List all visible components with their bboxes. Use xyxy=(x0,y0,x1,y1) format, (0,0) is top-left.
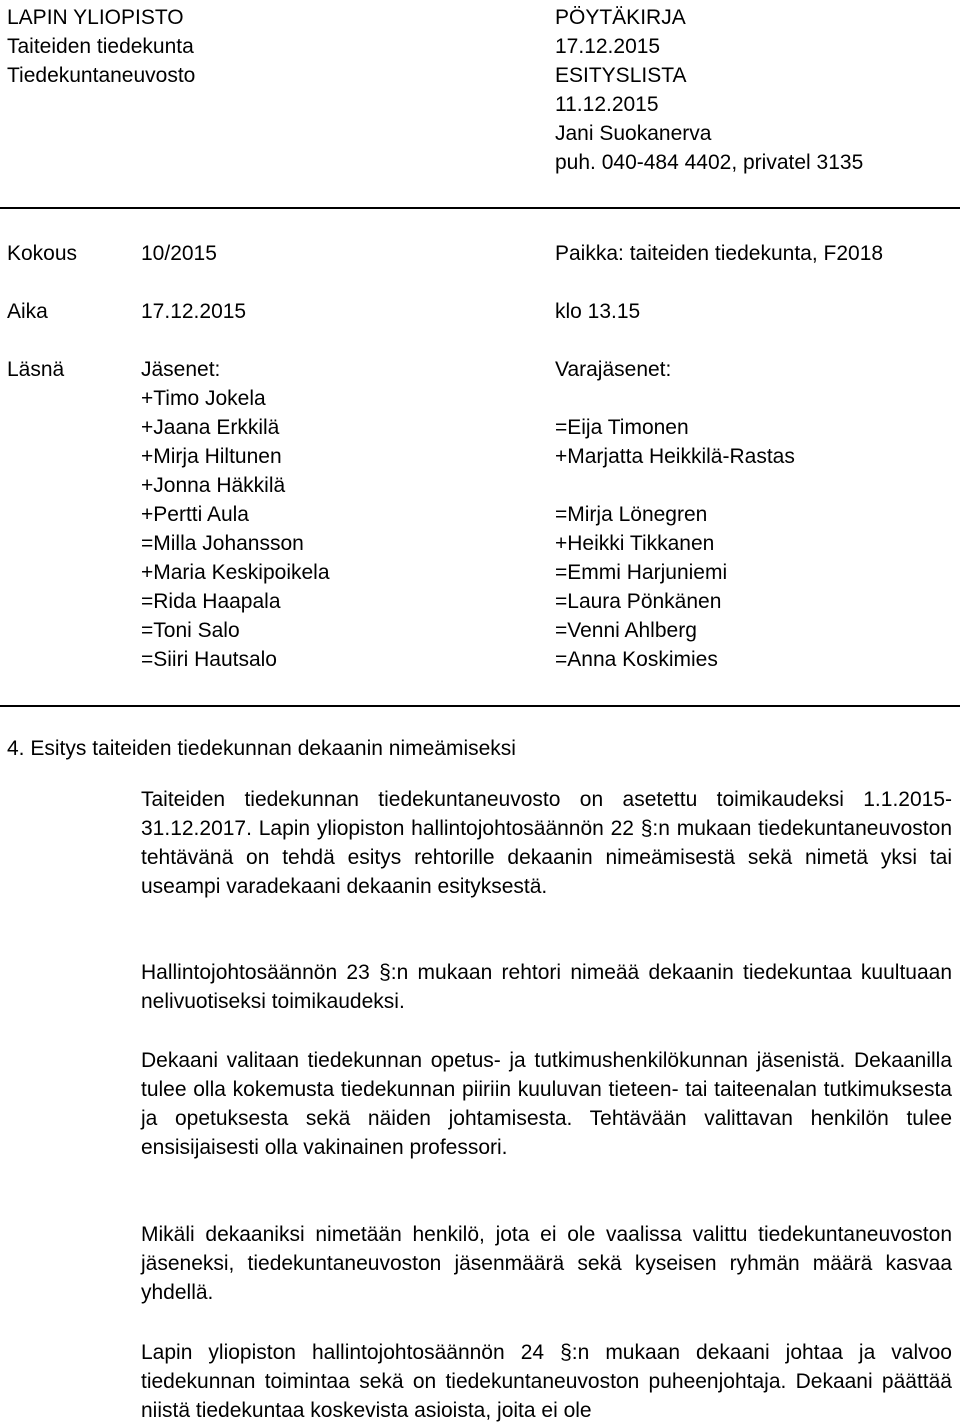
deputies-heading: Varajäsenet: xyxy=(555,358,672,381)
header-left xyxy=(7,3,195,90)
deputy-item: =Anna Koskimies xyxy=(555,648,718,671)
paragraph-text: Hallintojohtosäännön 23 §:n mukaan rehtori nimeää dekaanin tiedekuntaa kuultuaan nelivuotiseksi toimikaudeksi. xyxy=(141,961,952,1013)
deputy-item: +Marjatta Heikkilä-Rastas xyxy=(555,445,795,468)
deputy-item xyxy=(555,384,795,413)
members-heading: Jäsenet: xyxy=(141,358,221,381)
body-paragraph xyxy=(141,1338,952,1425)
paragraph-text: Lapin yliopiston hallintojohtosäännön 24 §:n mukaan dekaani johtaa ja valvoo tiedekunnan toimintaa sekä on tiedekuntaneuvoston puheenjohtaja. Dekaani päättää niistä tiedekuntaa koskevista asioista, joita ei ole xyxy=(141,1341,952,1422)
member-item: =Milla Johansson xyxy=(141,532,304,555)
contact-name: Jani Suokanerva xyxy=(555,122,712,145)
member-item: +Jaana Erkkilä xyxy=(141,416,280,439)
kokous-value: 10/2015 xyxy=(141,242,217,265)
university-name: LAPIN YLIOPISTO xyxy=(7,6,184,29)
header-right xyxy=(555,3,863,177)
kokous-label: Kokous xyxy=(7,242,78,265)
item-heading: 4. Esitys taiteiden tiedekunnan dekaanin nimeämiseksi xyxy=(7,737,516,760)
body-paragraph xyxy=(141,1046,952,1162)
deputy-item: +Heikki Tikkanen xyxy=(555,532,715,555)
deputy-item: =Emmi Harjuniemi xyxy=(555,561,728,584)
contact-phone: puh. 040-484 4402, privatel 3135 xyxy=(555,151,864,174)
council-name: Tiedekuntaneuvosto xyxy=(7,64,196,87)
member-item: +Mirja Hiltunen xyxy=(141,445,282,468)
faculty-name: Taiteiden tiedekunta xyxy=(7,35,194,58)
deputy-item: =Eija Timonen xyxy=(555,416,689,439)
body-paragraph xyxy=(141,1220,952,1307)
deputy-item: =Mirja Lönegren xyxy=(555,503,708,526)
doc-date: 17.12.2015 xyxy=(555,35,661,58)
meeting-place: Paikka: taiteiden tiedekunta, F2018 xyxy=(555,242,884,265)
body-paragraph xyxy=(141,785,952,901)
deputies-list xyxy=(555,355,795,674)
member-item: +Timo Jokela xyxy=(141,387,266,410)
deputy-item: =Laura Pönkänen xyxy=(555,590,722,613)
paragraph-text: Mikäli dekaaniksi nimetään henkilö, jota ei ole vaalissa valittu tiedekuntaneuvoston jäseneksi, tiedekuntaneuvoston jäsenmäärä sekä kyseisen ryhmän määrä kasvaa yhdellä. xyxy=(141,1223,952,1304)
aika-value: 17.12.2015 xyxy=(141,300,247,323)
meeting-time: klo 13.15 xyxy=(555,300,641,323)
deputy-item xyxy=(555,471,795,500)
agenda-date: 11.12.2015 xyxy=(555,93,659,116)
aika-label: Aika xyxy=(7,300,48,323)
member-item: +Pertti Aula xyxy=(141,503,249,526)
member-item: =Rida Haapala xyxy=(141,590,281,613)
attendance-divider xyxy=(0,705,960,707)
doc-type: PÖYTÄKIRJA xyxy=(555,6,686,29)
deputy-item: =Venni Ahlberg xyxy=(555,619,697,642)
body-paragraph xyxy=(141,958,952,1016)
paragraph-text: Taiteiden tiedekunnan tiedekuntaneuvosto on asetettu toimikaudeksi 1.1.2015-31.12.2017. Lapin yliopiston hallintojohtosäännön 22 §:n mukaan tiedekuntaneuvoston tehtävänä on tehdä esitys rehtorille dekaanin nimeämisestä sekä nimetä yksi tai useampi varadekaani dekaanin esityksestä. xyxy=(141,788,952,898)
members-list xyxy=(141,355,330,674)
attendance-label: Läsnä xyxy=(7,358,65,381)
agenda-label: ESITYSLISTA xyxy=(555,64,687,87)
member-item: =Siiri Hautsalo xyxy=(141,648,277,671)
header-divider xyxy=(0,207,960,209)
paragraph-text: Dekaani valitaan tiedekunnan opetus- ja tutkimushenkilökunnan jäsenistä. Dekaanilla tulee olla kokemusta tiedekunnan piiriin kuuluvan tieteen- tai taiteenalan tutkimuksesta ja opetuksesta sekä näiden johtamisesta. Tehtävään valittavan henkilön tulee ensisijaisesti olla vakinainen professori. xyxy=(141,1049,952,1159)
member-item: +Maria Keskipoikela xyxy=(141,561,330,584)
member-item: =Toni Salo xyxy=(141,619,240,642)
member-item: +Jonna Häkkilä xyxy=(141,474,286,497)
